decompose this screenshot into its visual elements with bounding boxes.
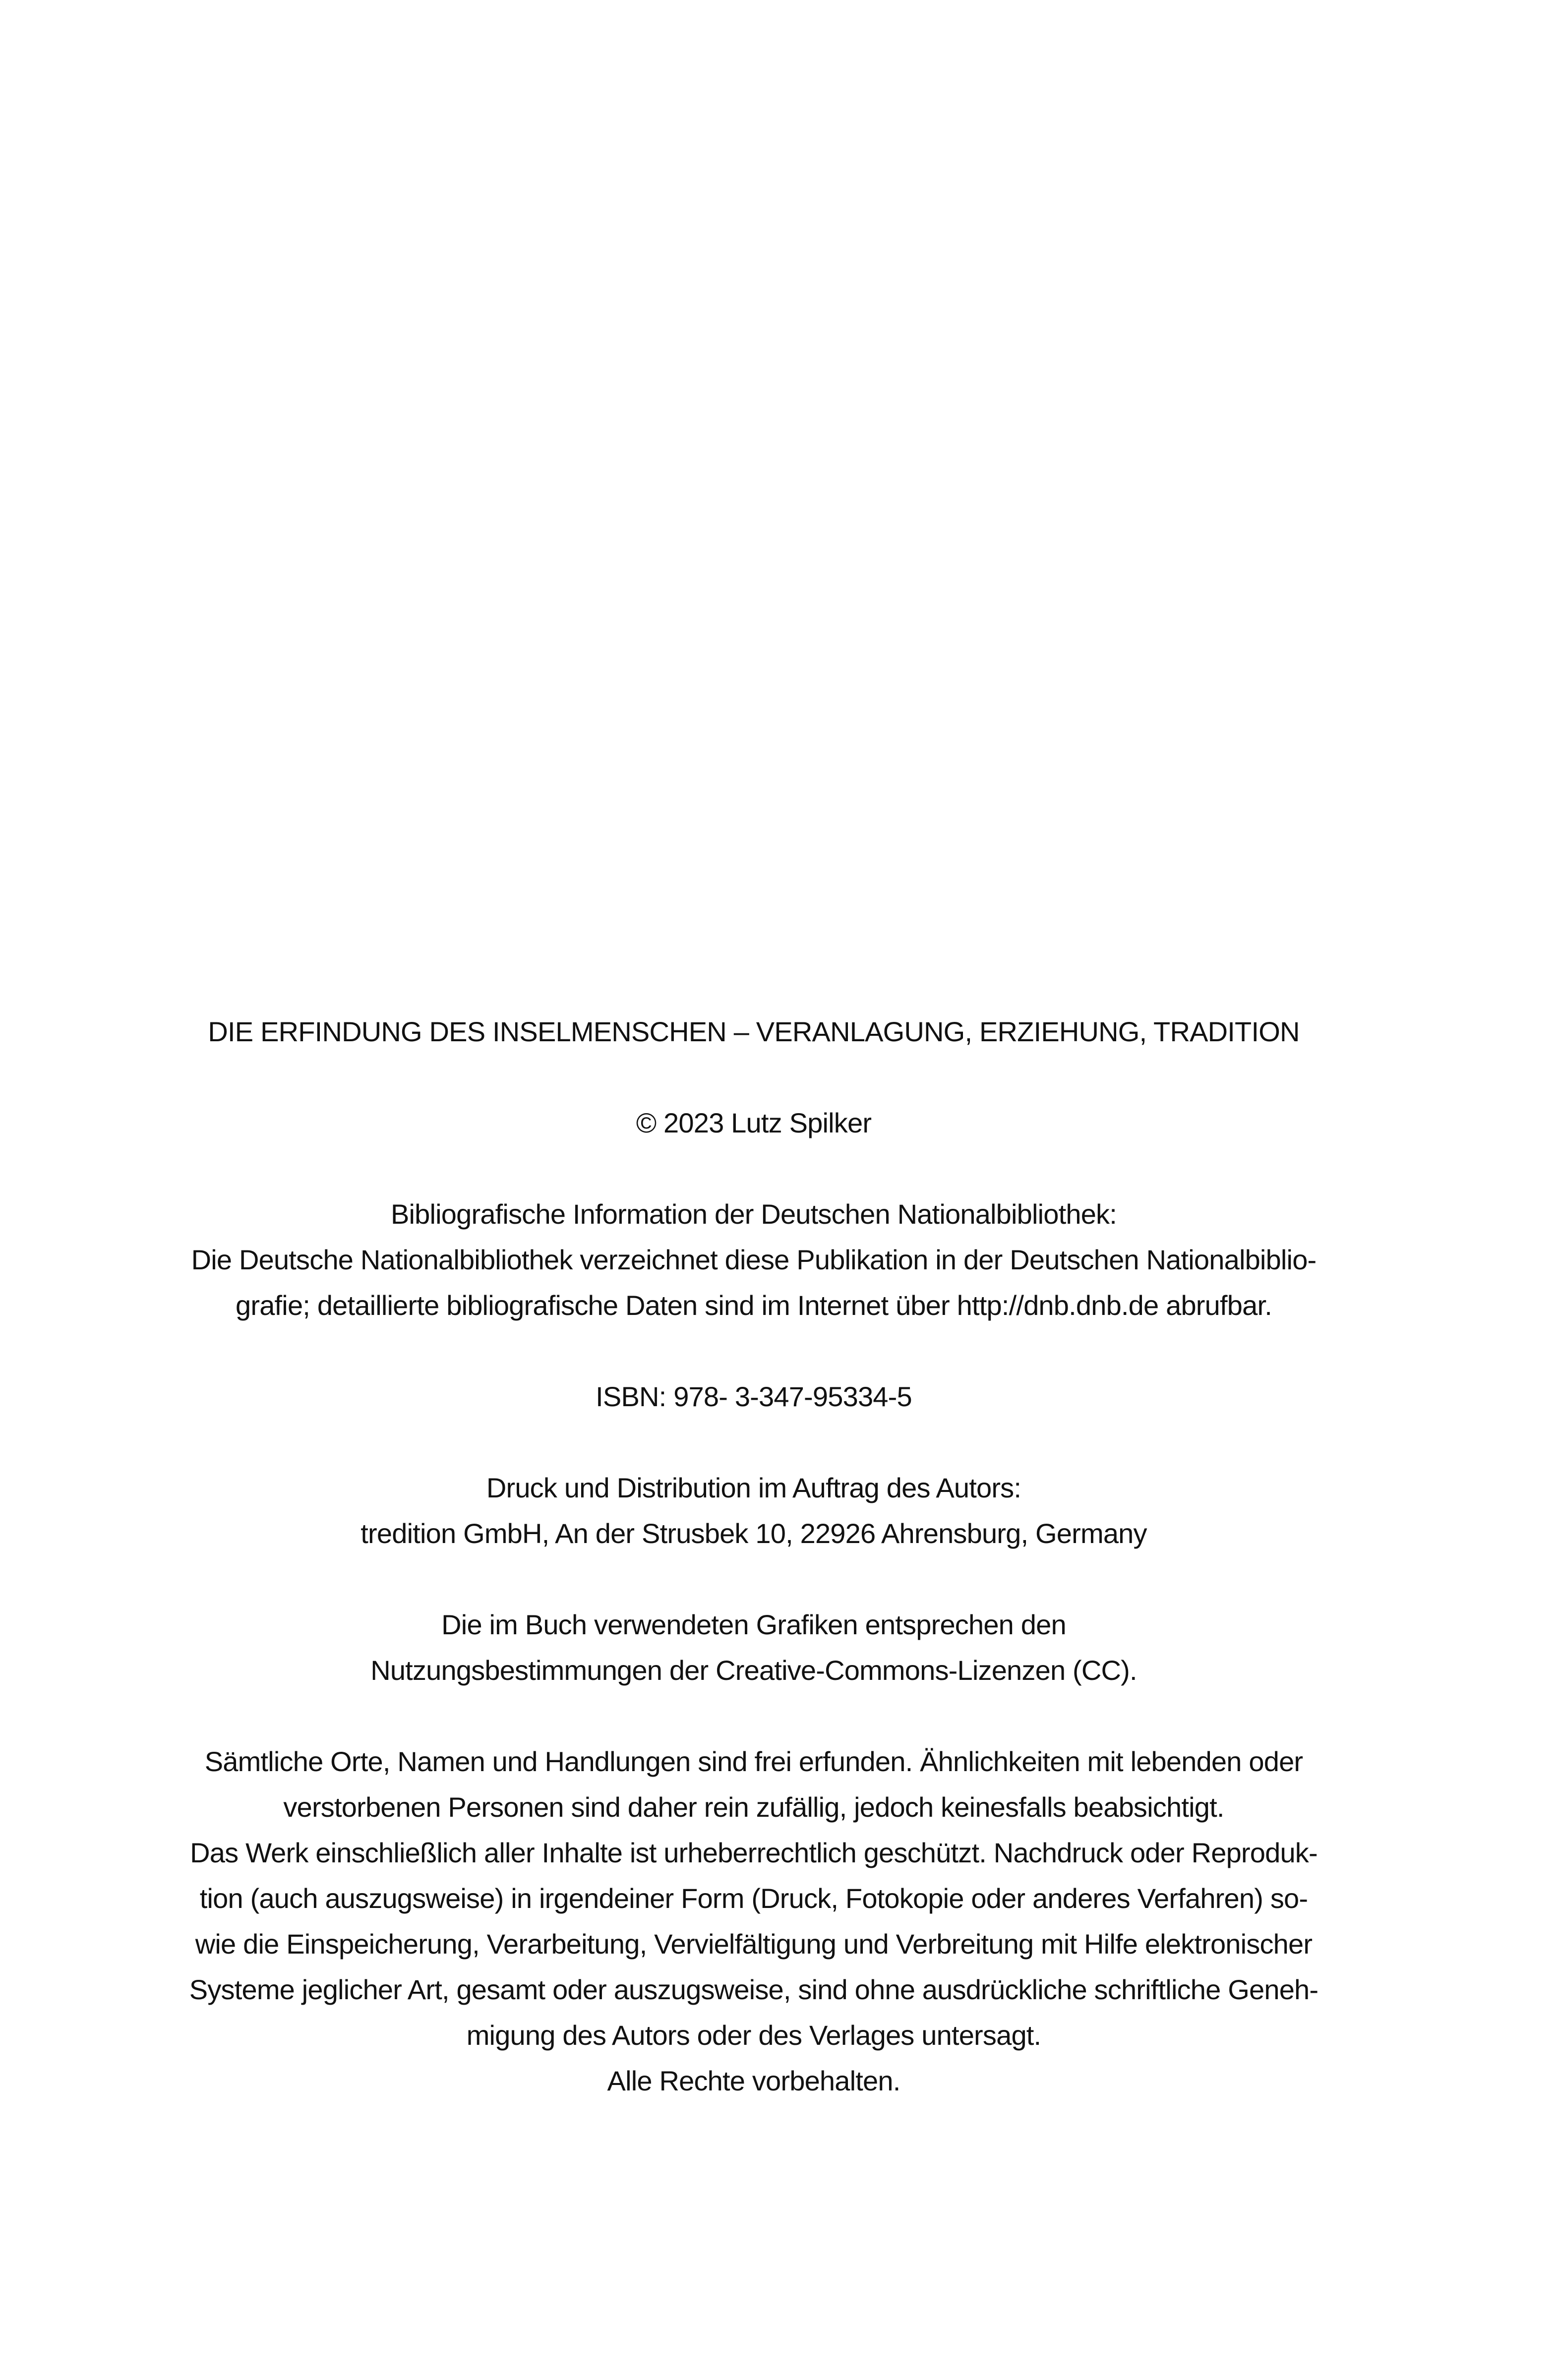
graphics-license-line: Die im Buch verwendeten Grafiken entsprechen den	[441, 1609, 1066, 1640]
spacer	[164, 1328, 1344, 1374]
imprint-section	[164, 1009, 1344, 2104]
spacer	[164, 1055, 1344, 1100]
bibliographic-text-line: Die Deutsche Nationalbibliothek verzeichnet diese Publikation in der Deutschen Nationalbiblio-	[191, 1244, 1317, 1275]
legal-notice-line: migung des Autors oder des Verlages untersagt.	[466, 2020, 1041, 2051]
distribution-heading: Druck und Distribution im Auftrag des Autors:	[486, 1472, 1021, 1503]
legal-notice-line: tion (auch auszugsweise) in irgendeiner Form (Druck, Fotokopie oder anderes Verfahren) so-	[199, 1883, 1308, 1914]
graphics-license-line: Nutzungsbestimmungen der Creative-Commons-Lizenzen (CC).	[370, 1655, 1137, 1686]
legal-notice-line: verstorbenen Personen sind daher rein zufällig, jedoch keinesfalls beabsichtigt.	[283, 1791, 1224, 1823]
isbn-block	[164, 1374, 1344, 1420]
rights-reserved: Alle Rechte vorbehalten.	[607, 2065, 900, 2096]
legal-notice-block	[164, 1739, 1344, 2104]
spacer	[164, 1420, 1344, 1465]
spacer	[164, 1556, 1344, 1602]
bibliographic-heading: Bibliografische Information der Deutschen Nationalbibliothek:	[390, 1198, 1117, 1230]
spacer	[164, 1693, 1344, 1739]
publisher-address: tredition GmbH, An der Strusbek 10, 22926 Ahrensburg, Germany	[360, 1518, 1147, 1549]
legal-notice-line: Das Werk einschließlich aller Inhalte ist urheberrechtlich geschützt. Nachdruck oder Reproduk-	[190, 1837, 1318, 1868]
spacer	[164, 1146, 1344, 1191]
legal-notice-line: Sämtliche Orte, Namen und Handlungen sind frei erfunden. Ähnlichkeiten mit lebenden oder	[204, 1746, 1303, 1777]
isbn: ISBN: 978- 3-347-95334-5	[596, 1381, 912, 1412]
bibliographic-info-block	[164, 1191, 1344, 1328]
bibliographic-text-line: grafie; detaillierte bibliografische Daten sind im Internet über http://dnb.dnb.de abrufbar.	[236, 1290, 1272, 1321]
legal-notice-line: Systeme jeglicher Art, gesamt oder auszugsweise, sind ohne ausdrückliche schriftliche Geneh-	[189, 1974, 1318, 2005]
distribution-block	[164, 1465, 1344, 1556]
copyright-block	[164, 1100, 1344, 1146]
copyright-notice: © 2023 Lutz Spilker	[636, 1107, 872, 1138]
graphics-license-block	[164, 1602, 1344, 1693]
book-title-block	[164, 1009, 1344, 1055]
legal-notice-line: wie die Einspeicherung, Verarbeitung, Vervielfältigung und Verbreitung mit Hilfe elektronischer	[195, 1928, 1313, 1960]
book-title: DIE ERFINDUNG DES INSELMENSCHEN – VERANLAGUNG, ERZIEHUNG, TRADITION	[208, 1016, 1300, 1047]
